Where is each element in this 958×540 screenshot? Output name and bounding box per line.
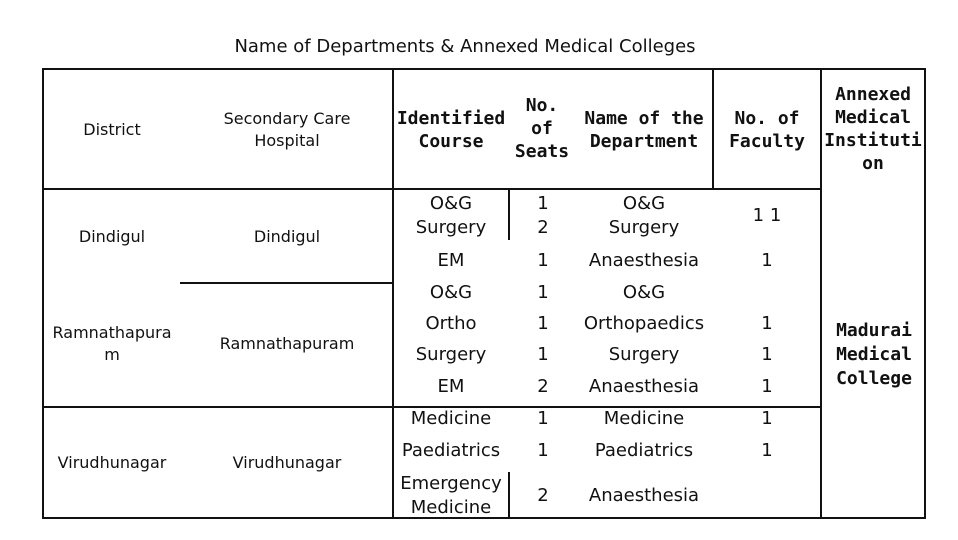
course-cell: Surgery <box>415 344 487 365</box>
course-cell: EM <box>437 376 465 397</box>
faculty-cell: 1 <box>761 376 773 397</box>
district-divider-1 <box>180 282 392 284</box>
hospital-ramnathapuram: Ramnathapuram <box>219 334 355 353</box>
hospital-dindigul: Dindigul <box>253 227 321 246</box>
faculty-cell: 1 <box>761 313 773 334</box>
seats-cell: 1 <box>537 408 549 429</box>
district-ramnathapuram: Ramnathapura m <box>52 323 172 364</box>
faculty-cell: 1 <box>761 440 773 461</box>
seats-cell: 1 <box>537 313 549 334</box>
header-district: District <box>83 120 141 139</box>
district-dindigul: Dindigul <box>78 227 146 246</box>
faculty-cell <box>714 484 820 508</box>
department-cell: Anaesthesia <box>588 485 700 506</box>
course-cell: Medicine <box>410 408 492 429</box>
course-cell: Paediatrics <box>401 440 501 461</box>
page-title: Name of Departments & Annexed Medical Colleges <box>234 36 696 57</box>
seats-cell: 2 <box>537 485 549 506</box>
seats-cell: 1 2 <box>537 193 549 238</box>
header-hospital: Secondary Care Hospital <box>223 109 351 150</box>
seats-cell: 1 <box>537 282 549 303</box>
seats-cell: 1 <box>537 344 549 365</box>
seats-cell: 1 <box>537 440 549 461</box>
faculty-cell <box>714 281 820 305</box>
department-cell: Surgery <box>608 344 680 365</box>
header-institution: Annexed Medical Instituti on <box>824 84 922 174</box>
institution-cell: Madurai Medical College <box>836 320 912 389</box>
header-divider <box>42 188 822 190</box>
seats-cell: 2 <box>537 376 549 397</box>
faculty-cell: 1 1 <box>752 205 782 226</box>
department-cell: Anaesthesia <box>588 376 700 397</box>
department-cell: Anaesthesia <box>588 250 700 271</box>
course-cell: O&G <box>429 282 473 303</box>
faculty-cell: 1 <box>761 408 773 429</box>
header-faculty: No. of Faculty <box>729 108 805 152</box>
course-cell: EM <box>437 250 465 271</box>
header-department: Name of the Department <box>584 108 704 152</box>
course-cell: Emergency Medicine <box>400 473 502 518</box>
course-cell: Ortho <box>425 313 477 334</box>
department-cell: O&G <box>622 282 666 303</box>
department-cell: Paediatrics <box>594 440 694 461</box>
department-cell: Orthopaedics <box>583 313 705 334</box>
seats-cell: 1 <box>537 250 549 271</box>
district-virudhunagar: Virudhunagar <box>57 453 167 472</box>
department-cell: Medicine <box>603 408 685 429</box>
header-course: Identified Course <box>396 108 506 152</box>
header-seats: No. of Seats <box>514 94 570 162</box>
hospital-virudhunagar: Virudhunagar <box>232 453 342 472</box>
faculty-cell: 1 <box>761 344 773 365</box>
course-cell: O&G Surgery <box>415 193 487 238</box>
department-cell: O&G Surgery <box>608 193 680 238</box>
faculty-cell: 1 <box>761 250 773 271</box>
